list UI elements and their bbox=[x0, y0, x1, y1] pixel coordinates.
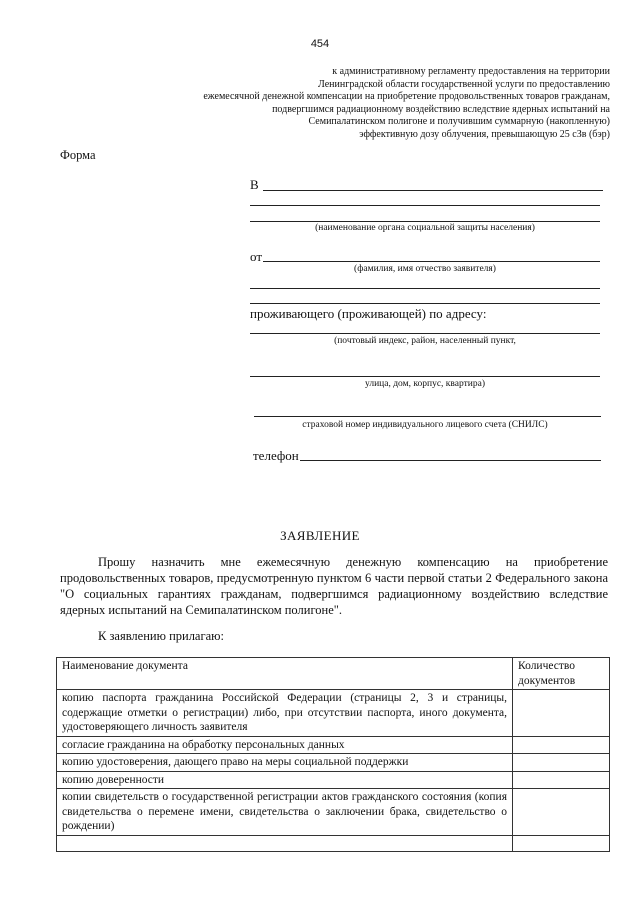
phone-field-line[interactable] bbox=[300, 460, 601, 461]
applicant-name-line-3[interactable] bbox=[250, 303, 600, 304]
header-document-name: Наименование документа bbox=[57, 658, 513, 690]
address-label: проживающего (проживающей) по адресу: bbox=[250, 306, 487, 321]
to-prefix: В bbox=[250, 177, 259, 192]
table-row bbox=[57, 736, 610, 754]
document-count-cell[interactable] bbox=[513, 754, 610, 772]
phone-label: телефон bbox=[253, 448, 299, 463]
document-name-cell: копию доверенности bbox=[57, 771, 513, 789]
header-document-count: Количество документов bbox=[513, 658, 610, 690]
document-name-cell[interactable] bbox=[57, 835, 513, 851]
address-caption-2: улица, дом, корпус, квартира) bbox=[365, 379, 485, 389]
table-row bbox=[57, 754, 610, 772]
annex-line: Ленинградской области государственной услуги по предоставлению bbox=[318, 78, 610, 90]
table-row bbox=[57, 789, 610, 836]
statement-paragraph: Прошу назначить мне ежемесячную денежную компенсацию на приобретение продовольственных товаров, предусмотренную пунктом 6 части первой статьи 2 Федерального закона "О социальных гарантиях гражданам, подвергшимся радиационному воздействию вследствие ядерных испытаний на Семипалатинском полигоне". bbox=[60, 555, 608, 617]
statement-title: ЗАЯВЛЕНИЕ bbox=[280, 528, 360, 543]
attachments-label: К заявлению прилагаю: bbox=[98, 629, 224, 643]
authority-field-line-2[interactable] bbox=[250, 205, 600, 206]
document-name-cell: копию паспорта гражданина Российской Федерации (страницы 2, 3 и страницы, содержащие отметки о регистрации) либо, при отсутствии паспорта, иного документа, удостоверяющего личность заявителя bbox=[57, 690, 513, 737]
table-row bbox=[57, 771, 610, 789]
snils-caption: страховой номер индивидуального лицевого счета (СНИЛС) bbox=[302, 420, 548, 430]
document-name-cell: копии свидетельств о государственной регистрации актов гражданского состояния (копия свидетельства о перемене имени, свидетельства о заключении брака, свидетельство о рождении) bbox=[57, 789, 513, 836]
document-name-cell: согласие гражданина на обработку персональных данных bbox=[57, 736, 513, 754]
authority-field-line-1[interactable] bbox=[263, 190, 603, 191]
annex-line: эффективную дозу облучения, превышающую 25 сЗв (бэр) bbox=[359, 128, 610, 140]
annex-header bbox=[140, 66, 610, 142]
address-caption-1: (почтовый индекс, район, населенный пункт, bbox=[334, 336, 516, 346]
applicant-name-caption: (фамилия, имя отчество заявителя) bbox=[354, 264, 496, 274]
applicant-name-line-2[interactable] bbox=[250, 288, 600, 289]
applicant-name-line-1[interactable] bbox=[263, 261, 600, 262]
document-name-cell: копию удостоверения, дающего право на меры социальной поддержки bbox=[57, 754, 513, 772]
annex-line: Семипалатинском полигоне и получившим суммарную (накопленную) bbox=[308, 116, 610, 128]
form-label: Форма bbox=[60, 148, 96, 162]
address-line-1[interactable] bbox=[250, 333, 600, 334]
annex-line: подвергшимся радиационному воздействию вследствие ядерных испытаний на bbox=[272, 103, 610, 115]
document-count-cell[interactable] bbox=[513, 690, 610, 737]
document-count-cell[interactable] bbox=[513, 789, 610, 836]
snils-field-line[interactable] bbox=[254, 416, 601, 417]
annex-line: ежемесячной денежной компенсации на приобретение продовольственных товаров гражданам, bbox=[203, 91, 610, 103]
address-line-2[interactable] bbox=[250, 376, 600, 377]
document-count-cell[interactable] bbox=[513, 771, 610, 789]
documents-table bbox=[56, 657, 610, 852]
table-row bbox=[57, 690, 610, 737]
table-header-row bbox=[57, 658, 610, 690]
page-number: 454 bbox=[310, 38, 330, 50]
from-prefix: от bbox=[250, 249, 263, 264]
table-row bbox=[57, 835, 610, 851]
authority-field-line-3[interactable] bbox=[250, 221, 600, 222]
annex-line: к административному регламенту предоставления на территории bbox=[332, 66, 610, 77]
document-count-cell[interactable] bbox=[513, 736, 610, 754]
document-count-cell[interactable] bbox=[513, 835, 610, 851]
authority-caption: (наименование органа социальной защиты населения) bbox=[315, 223, 535, 233]
